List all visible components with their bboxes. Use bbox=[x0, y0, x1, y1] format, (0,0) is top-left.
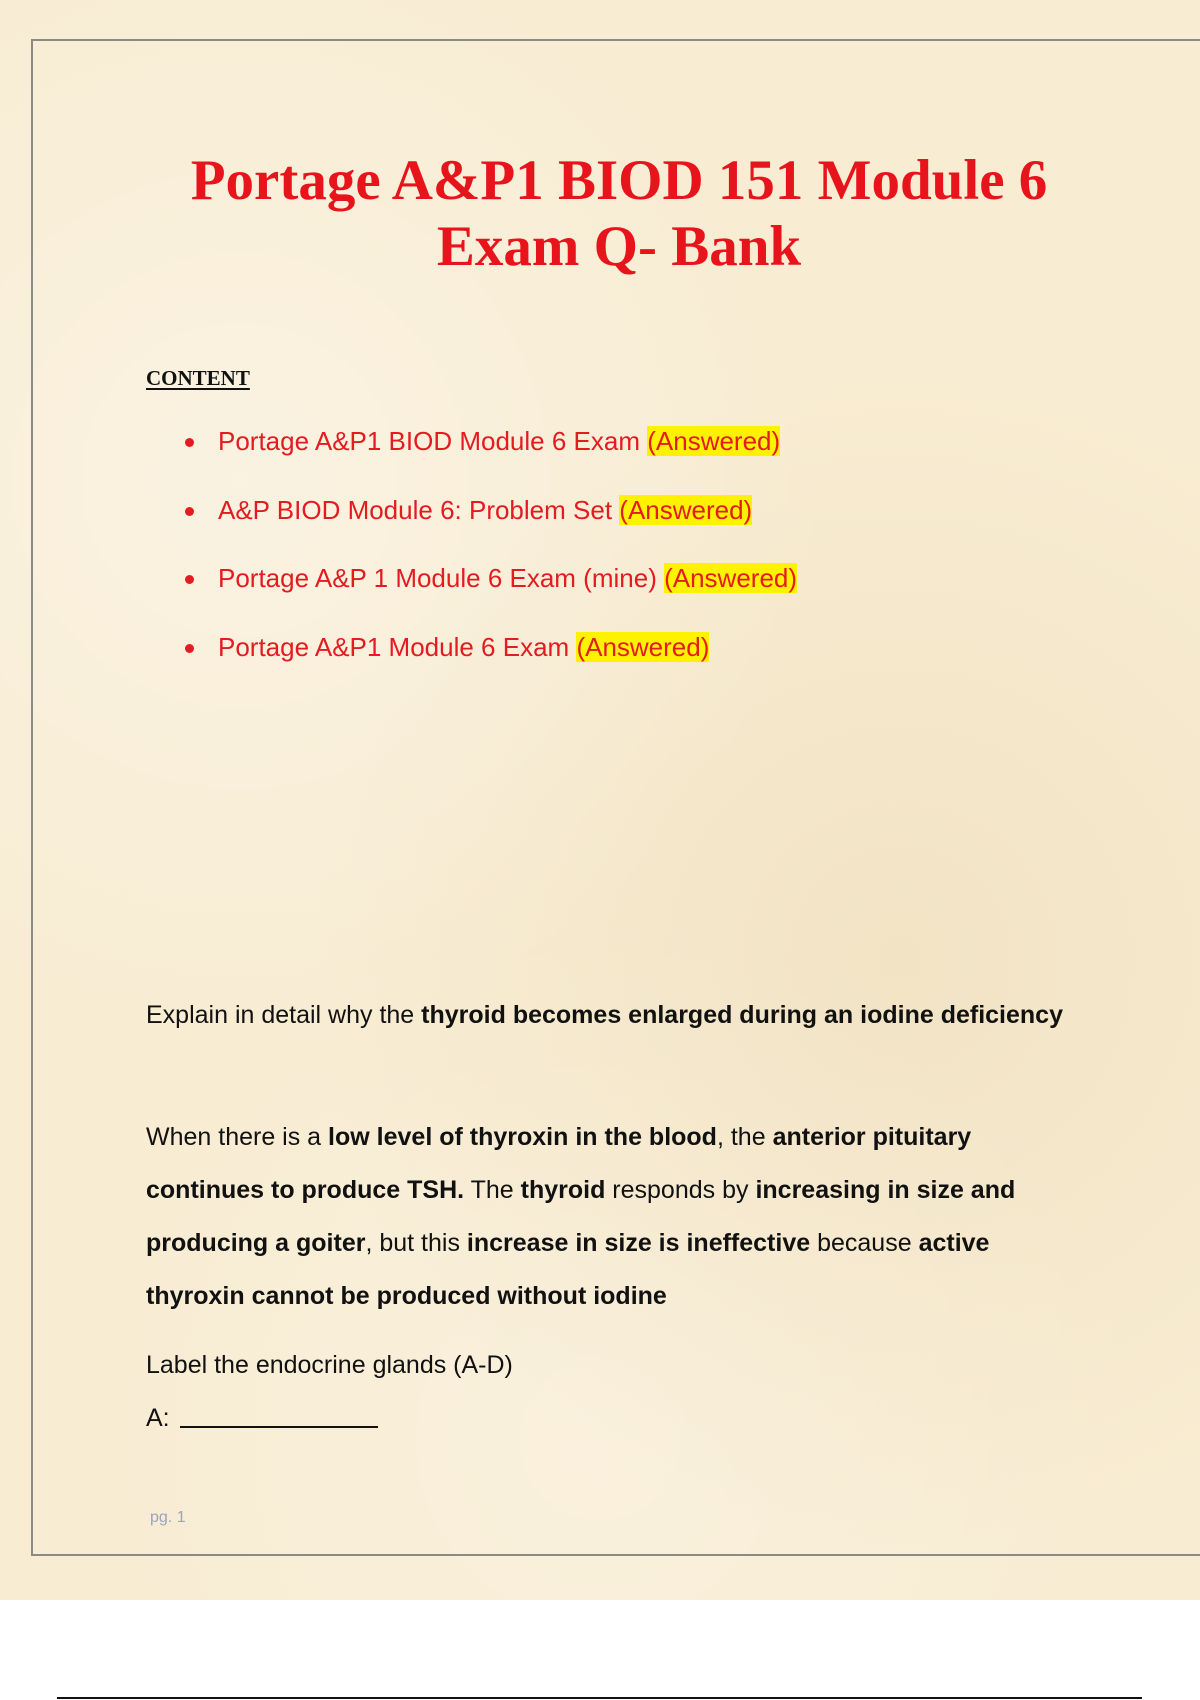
answer-emphasis: increase in size is ineffective bbox=[466, 1229, 811, 1257]
answer-text: The bbox=[470, 1176, 514, 1204]
answer-text: , but this bbox=[365, 1229, 460, 1257]
answered-tag: (Answered) bbox=[647, 426, 781, 456]
answered-tag: (Answered) bbox=[619, 494, 753, 525]
blank-rule bbox=[180, 1426, 378, 1428]
footer-rule bbox=[57, 1697, 1142, 1699]
content-heading: CONTENT bbox=[146, 366, 250, 390]
answer-text: When there is a bbox=[146, 1123, 322, 1151]
content-item-text: A&P BIOD Module 6: Problem Set bbox=[218, 494, 613, 525]
question-1-lead: Explain in detail why the bbox=[146, 1001, 415, 1029]
content-item bbox=[182, 557, 797, 626]
answer-emphasis: thyroid bbox=[520, 1176, 606, 1204]
answer-1 bbox=[146, 1111, 1086, 1323]
question-1-emphasis: thyroid becomes enlarged during an iodine deficiency bbox=[421, 1001, 1063, 1029]
answer-text: responds by bbox=[612, 1176, 749, 1204]
answer-text: because bbox=[817, 1229, 912, 1257]
content-item-text: Portage A&P 1 Module 6 Exam (mine) bbox=[218, 563, 657, 593]
question-2: Label the endocrine glands (A-D) bbox=[146, 1351, 513, 1379]
answered-tag: (Answered) bbox=[576, 631, 710, 662]
answer-emphasis: active thyroxin cannot be produced without iodine bbox=[146, 1229, 990, 1310]
answer-blank bbox=[146, 1392, 378, 1445]
blank-label: A: bbox=[146, 1404, 170, 1432]
content-item bbox=[182, 626, 797, 695]
answered-tag: (Answered) bbox=[664, 563, 798, 593]
page-number: pg. 1 bbox=[150, 1509, 186, 1526]
answer-emphasis: increasing in size and producing a goiter bbox=[146, 1176, 1016, 1257]
title-line-2: Exam Q- Bank bbox=[436, 215, 802, 278]
question-1 bbox=[146, 989, 1086, 1042]
content-item-text: Portage A&P1 BIOD Module 6 Exam bbox=[218, 426, 640, 456]
content-item bbox=[182, 489, 797, 558]
content-item bbox=[182, 420, 797, 489]
content-item-text: Portage A&P1 Module 6 Exam bbox=[218, 631, 570, 662]
title-line-1: Portage A&P1 BIOD 151 Module 6 bbox=[190, 149, 1048, 212]
answer-text: , the bbox=[716, 1123, 766, 1151]
content-list bbox=[182, 420, 797, 694]
answer-emphasis: anterior pituitary continues to produce TSH. bbox=[146, 1123, 972, 1204]
document-title bbox=[0, 148, 1200, 280]
answer-emphasis: low level of thyroxin in the blood bbox=[328, 1123, 717, 1151]
